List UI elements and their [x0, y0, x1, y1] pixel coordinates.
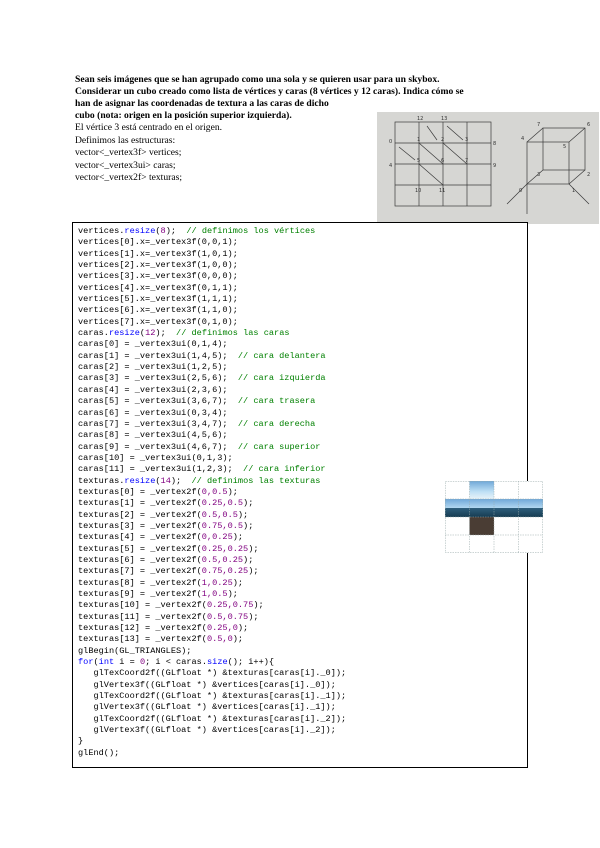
- code-token: 1,0.5: [201, 589, 228, 599]
- thumb-top-face: [470, 481, 495, 499]
- cube-label-5: 5: [563, 144, 567, 150]
- code-line: [78, 317, 238, 327]
- cube-label-7: 7: [537, 122, 541, 128]
- code-line: [78, 702, 336, 712]
- code-token: glTexCoord2f((GLfloat *) &texturas[caras[i]._1]);: [78, 691, 347, 702]
- grid-label-7: 7: [465, 158, 469, 164]
- handwritten-sketch-photo: [377, 112, 599, 224]
- code-token: 14: [160, 475, 171, 486]
- code-line: [78, 362, 228, 372]
- code-token: texturas[10] = _vertex2f(: [78, 600, 207, 611]
- code-token: caras[3] = _vertex3ui(2,5,6);: [78, 373, 238, 384]
- code-line: [78, 646, 191, 656]
- code-token: 12: [145, 328, 156, 339]
- code-token: (: [93, 657, 99, 668]
- code-listing: [78, 226, 346, 759]
- code-token: caras[5] = _vertex3ui(3,6,7);: [78, 396, 238, 407]
- decl-vertices: vector<_vertex3f> vertices;: [75, 147, 182, 158]
- cube-label-1: 1: [572, 188, 576, 194]
- code-token: );: [237, 509, 249, 520]
- code-token: resize: [124, 226, 156, 236]
- code-token: 0,0.25: [201, 532, 233, 543]
- code-token: texturas[1] = _vertex2f(: [78, 498, 202, 509]
- code-token: caras[6] = _vertex3ui(0,3,4);: [78, 407, 228, 418]
- code-token: (: [155, 475, 161, 486]
- grid-label-9: 9: [493, 163, 497, 169]
- code-line: [78, 736, 83, 746]
- code-token: 0.25,0.25: [201, 543, 249, 554]
- grid-label-0: 0: [389, 139, 393, 145]
- code-line: [78, 578, 243, 588]
- code-token: );: [243, 520, 254, 531]
- code-token: 0.75,0.25: [201, 566, 249, 577]
- code-line: [78, 373, 326, 383]
- code-token: 0.5,0: [206, 634, 233, 645]
- code-token: caras[7] = _vertex3ui(3,4,7);: [78, 418, 238, 429]
- code-line: [78, 544, 259, 554]
- code-line: [78, 396, 315, 406]
- code-token: );: [237, 623, 249, 634]
- code-token: );: [232, 634, 244, 645]
- code-line: [78, 226, 315, 236]
- code-token: caras[10] = _vertex3ui(0,1,3);: [78, 452, 233, 463]
- code-token: texturas[0] = _vertex2f(: [78, 486, 202, 497]
- code-token: 0,0.5: [201, 486, 228, 497]
- code-token: glEnd();: [78, 747, 120, 758]
- cube-label-3: 3: [537, 172, 541, 178]
- code-token: // definimos las caras: [176, 328, 290, 339]
- code-line: [78, 668, 346, 678]
- code-token: glVertex3f((GLfloat *) &vertices[caras[i]._1]);: [78, 702, 336, 713]
- code-line: [78, 249, 238, 259]
- code-token: // definimos las texturas: [191, 475, 321, 486]
- code-line: [78, 453, 233, 463]
- code-token: ; i < caras.: [145, 657, 207, 668]
- code-line: [78, 748, 119, 758]
- code-token: int: [98, 657, 115, 668]
- statement-line-3: han de asignar las coordenadas de textura a las caras de dicho: [75, 98, 329, 109]
- code-token: caras[11] = _vertex3ui(1,2,3);: [78, 464, 244, 475]
- code-token: vertices[2].x=_vertex3f(1,0,0);: [78, 260, 238, 271]
- structures-heading: Definimos las estructuras:: [75, 134, 176, 146]
- skybox-texture-thumbnail: [445, 481, 543, 553]
- code-token: vertices[6].x=_vertex3f(1,1,0);: [78, 305, 238, 316]
- code-token: resize: [124, 475, 156, 486]
- code-line: [78, 691, 346, 701]
- code-token: caras[9] = _vertex3ui(4,6,7);: [78, 441, 238, 452]
- code-token: texturas[11] = _vertex2f(: [78, 611, 207, 622]
- grid-label-5: 5: [417, 158, 421, 164]
- cube-label-2: 2: [587, 172, 591, 178]
- statement-line-4: cubo (nota: origen en la posición superior izquierda).: [75, 110, 292, 121]
- code-line: [78, 600, 264, 610]
- code-token: vertices[3].x=_vertex3f(0,0,0);: [78, 271, 238, 282]
- code-token: texturas[7] = _vertex2f(: [78, 566, 202, 577]
- code-token: // definimos los vértices: [186, 226, 316, 236]
- code-token: );: [253, 600, 264, 611]
- code-line: [78, 657, 274, 667]
- code-listing-box: [72, 222, 528, 768]
- code-token: resize: [108, 328, 140, 339]
- code-token: for: [78, 657, 94, 668]
- code-token: 0.25,0.5: [201, 498, 244, 509]
- code-token: caras.: [78, 328, 109, 339]
- code-token: texturas[3] = _vertex2f(: [78, 520, 202, 531]
- code-token: (: [139, 328, 146, 339]
- code-token: vertices[0].x=_vertex3f(0,0,1);: [78, 237, 238, 248]
- code-line: [78, 510, 248, 520]
- code-token: texturas.: [78, 475, 125, 486]
- decl-caras: vector<_vertex3ui> caras;: [75, 159, 176, 171]
- code-token: caras[0] = _vertex3ui(0,1,4);: [78, 339, 228, 350]
- code-token: vertices[4].x=_vertex3f(0,1,1);: [78, 282, 238, 293]
- code-token: // cara inferior: [243, 464, 326, 475]
- statement-line-2: Considerar un cubo creado como lista de vértices y caras (8 vértices y 12 caras). Indica cómo se: [75, 86, 464, 97]
- code-line: [78, 419, 315, 429]
- code-token: glTexCoord2f((GLfloat *) &texturas[caras[i]._0]);: [78, 668, 347, 679]
- code-line: [78, 283, 238, 293]
- grid-label-8: 8: [493, 141, 497, 147]
- code-token: caras[8] = _vertex3ui(4,5,6);: [78, 430, 228, 441]
- code-line: [78, 612, 259, 622]
- code-token: 8: [160, 226, 166, 236]
- code-token: 0.5,0.25: [201, 554, 244, 565]
- code-token: 0.5,0.5: [201, 509, 238, 520]
- code-token: 1,0.25: [201, 577, 233, 588]
- code-line: [78, 589, 238, 599]
- code-token: // cara superior: [237, 441, 321, 452]
- code-token: vertices[7].x=_vertex3f(0,1,0);: [78, 316, 238, 327]
- code-token: );: [232, 577, 244, 588]
- code-line: [78, 680, 336, 690]
- code-token: vertices[1].x=_vertex3f(1,0,1);: [78, 248, 238, 259]
- code-token: texturas[6] = _vertex2f(: [78, 554, 202, 565]
- code-token: vertices[5].x=_vertex3f(1,1,1);: [78, 294, 238, 305]
- thumb-bottom-face: [470, 517, 495, 535]
- code-token: );: [243, 554, 254, 565]
- code-line: [78, 328, 290, 338]
- code-token: texturas[4] = _vertex2f(: [78, 532, 202, 543]
- code-token: // cara derecha: [237, 418, 316, 429]
- statement-line-1: Sean seis imágenes que se han agrupado como una sola y se quieren usar para un skybox.: [75, 74, 440, 85]
- code-token: glTexCoord2f((GLfloat *) &texturas[caras[i]._2]);: [78, 713, 347, 724]
- grid-label-10: 10: [415, 188, 422, 194]
- code-token: );: [248, 566, 259, 577]
- code-token: 0.75,0.5: [201, 520, 244, 531]
- code-token: glVertex3f((GLfloat *) &vertices[caras[i]._2]);: [78, 725, 336, 736]
- code-line: [78, 442, 320, 452]
- grid-label-4: 4: [389, 163, 393, 169]
- grid-label-13: 13: [441, 116, 448, 122]
- code-line: [78, 385, 228, 395]
- code-token: size: [207, 657, 228, 668]
- code-token: );: [155, 328, 177, 339]
- code-line: [78, 476, 320, 486]
- code-line: [78, 623, 248, 633]
- code-token: 0.5,0.75: [206, 611, 249, 622]
- code-token: (); i++){: [227, 657, 275, 668]
- code-line: [78, 271, 238, 281]
- code-line: [78, 430, 228, 440]
- code-token: 0: [139, 657, 146, 668]
- grid-label-12: 12: [417, 116, 424, 122]
- code-token: caras[4] = _vertex3ui(2,3,6);: [78, 384, 228, 395]
- code-line: [78, 237, 238, 247]
- grid-label-3: 3: [465, 137, 469, 143]
- code-line: [78, 487, 238, 497]
- code-token: texturas[2] = _vertex2f(: [78, 509, 202, 520]
- code-token: );: [248, 611, 259, 622]
- code-line: [78, 305, 238, 315]
- code-token: );: [243, 498, 254, 509]
- cube-label-4: 4: [521, 136, 525, 142]
- code-token: );: [232, 532, 244, 543]
- origin-note: El vértice 3 está centrado en el origen.: [75, 122, 223, 133]
- code-line: [78, 464, 326, 474]
- code-token: texturas[13] = _vertex2f(: [78, 634, 207, 645]
- code-line: [78, 351, 326, 361]
- code-line: [78, 339, 228, 349]
- code-token: vertices.: [78, 226, 125, 236]
- code-token: caras[2] = _vertex3ui(1,2,5);: [78, 362, 228, 373]
- grid-label-1: 1: [417, 137, 421, 143]
- decl-texturas: vector<_vertex2f> texturas;: [75, 172, 182, 183]
- code-token: texturas[9] = _vertex2f(: [78, 589, 202, 599]
- code-token: // cara trasera: [237, 396, 316, 407]
- grid-label-2: 2: [441, 137, 445, 143]
- code-token: (: [155, 226, 161, 236]
- code-token: texturas[8] = _vertex2f(: [78, 577, 202, 588]
- code-line: [78, 498, 253, 508]
- sketch-drawing: [377, 112, 599, 224]
- code-token: glBegin(GL_TRIANGLES);: [78, 645, 192, 656]
- code-line: [78, 714, 346, 724]
- code-token: }: [78, 736, 84, 747]
- code-token: texturas[12] = _vertex2f(: [78, 623, 207, 634]
- code-token: );: [248, 543, 259, 554]
- code-line: [78, 532, 243, 542]
- code-line: [78, 634, 243, 644]
- code-token: );: [165, 226, 187, 236]
- code-token: );: [170, 475, 192, 486]
- cube-label-0: 0: [519, 188, 523, 194]
- code-token: // cara izquierda: [237, 373, 326, 384]
- code-token: 0.25,0: [206, 623, 238, 634]
- code-line: [78, 294, 238, 304]
- code-line: [78, 555, 253, 565]
- code-token: glVertex3f((GLfloat *) &vertices[caras[i]._0]);: [78, 679, 336, 690]
- code-token: i =: [114, 657, 140, 668]
- code-token: );: [227, 589, 238, 599]
- grid-label-11: 11: [439, 188, 446, 194]
- grid-label-6: 6: [441, 158, 445, 164]
- code-line: [78, 566, 259, 576]
- code-token: caras[1] = _vertex3ui(1,4,5);: [78, 350, 238, 361]
- code-line: [78, 521, 253, 531]
- code-line: [78, 260, 238, 270]
- code-token: texturas[5] = _vertex2f(: [78, 543, 202, 554]
- cube-label-6: 6: [587, 122, 591, 128]
- code-token: );: [227, 486, 238, 497]
- code-line: [78, 725, 336, 735]
- code-line: [78, 408, 228, 418]
- code-token: // cara delantera: [237, 350, 326, 361]
- code-token: 0.25,0.75: [206, 600, 254, 611]
